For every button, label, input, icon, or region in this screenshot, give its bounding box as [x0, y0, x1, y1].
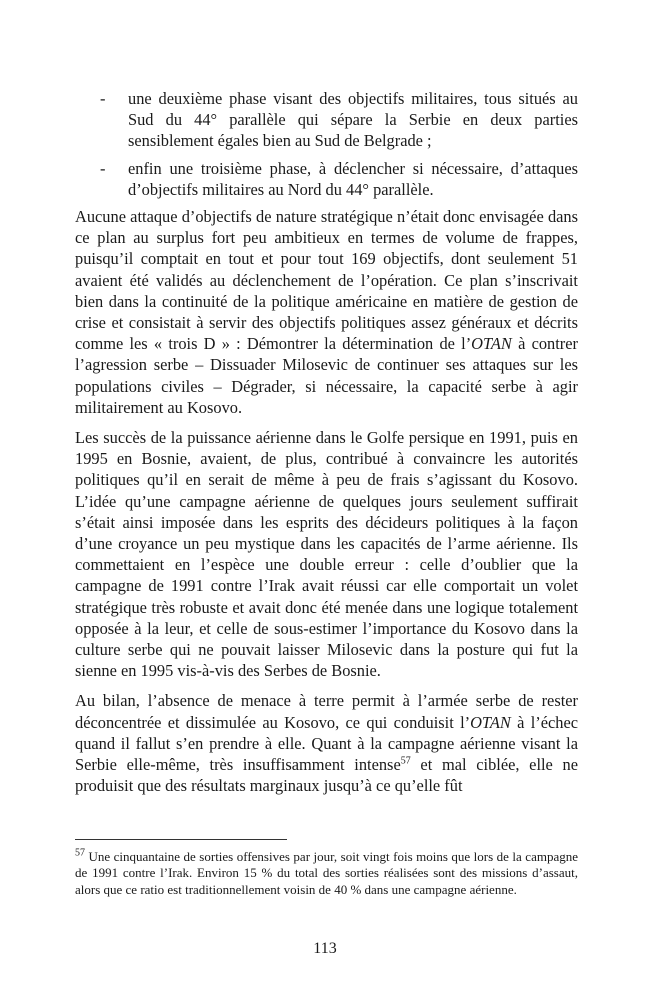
paragraph-text: et mal ciblée, elle ne produisit que des résultats marginaux jusqu’à ce qu’elle fût — [75, 755, 578, 796]
list-item-text: une deuxième phase visant des objectifs militaires, tous situés au Sud du 44° parallèle qui sépare la Serbie en deux parties sensiblement égales bien au Sud de Belgrade ; — [128, 89, 578, 151]
paragraph-text: à contrer l’agression serbe – Dissuader Milosevic de continuer ses attaques sur les populations civiles – Dégrader, si nécessaire, la capacité serbe à agir militairement au Kosovo. — [75, 334, 578, 417]
footnote-separator — [75, 839, 287, 840]
dash-marker: - — [100, 158, 106, 178]
list-item-text: enfin une troisième phase, à déclencher si nécessaire, d’attaques d’objectifs militaires au Nord du 44° parallèle. — [128, 158, 578, 199]
page-number: 113 — [313, 940, 337, 957]
paragraph-text: Au bilan, l’absence de menace à terre permit à l’armée serbe de rester déconcentrée et dissimulée au Kosovo, ce qui conduisit l’ — [75, 691, 578, 732]
paragraph-text: à l’échec quand il fallut s’en prendre à elle. Quant à la campagne aérienne visant la Serbie elle-même, très insuffisamment intense — [75, 712, 578, 775]
dash-marker: - — [100, 89, 106, 108]
italic-acronym: OTAN — [471, 334, 512, 354]
main-text — [75, 88, 578, 806]
footnote-reference: 57 — [400, 755, 411, 767]
paragraph-strategy — [75, 206, 578, 418]
footnote-text: Une cinquantaine de sorties offensives par jour, soit vingt fois moins que lors de la campagne de 1991 contre l’Irak. Environ 15 % du total des sorties réalisées sont des missions d’assaut, alors que ce ratio est traditionnellement voisin de 40 % dans une campagne aérienne. — [75, 849, 578, 897]
phase-list — [75, 88, 578, 200]
paragraph-text: Aucune attaque d’objectifs de nature stratégique n’était donc envisagée dans ce plan au surplus fort peu ambitieux en termes de volume de frappes, puisqu’il comptait en tout et pour tout 169 objectifs, dont seulement 51 avaient été validés au déclenchement de l’opération. Ce plan s’inscrivait bien dans la continuité de la politique américaine en matière de gestion de crise et consistait à servir des objectifs politiques assez généraux et décrits comme les « trois D » : Démontrer la détermination de l’ — [75, 207, 578, 354]
paragraph-assessment — [75, 690, 578, 796]
list-item — [75, 88, 578, 152]
italic-acronym: OTAN — [470, 712, 511, 732]
footnote-number: 57 — [75, 847, 85, 859]
footnote — [75, 849, 578, 898]
list-item — [75, 158, 578, 200]
paragraph-air-power: Les succès de la puissance aérienne dans le Golfe persique en 1991, puis en 1995 en Bosnie, avaient, de plus, contribué à convaincre les autorités politiques qu’il en serait de même à peu de frais s’agissant du Kosovo. L’idée qu’une campagne aérienne de quelques jours seulement suffirait s’était ainsi imposée dans les esprits des décideurs politiques à la façon d’une croyance un peu mystique dans les capacités de l’arme aérienne. Ils commettaient en l’espèce une double erreur : celle d’oublier que la campagne de 1991 contre l’Irak avait réussi car elle comportait un volet stratégique très robuste et avait donc été menée dans une logique totalement opposée à la leur, et celle de sous-estimer l’importance du Kosovo dans la culture serbe qui ne pouvait laisser Milosevic dans la posture qui fut la sienne en 1995 vis-à-vis des Serbes de Bosnie. — [75, 428, 578, 681]
